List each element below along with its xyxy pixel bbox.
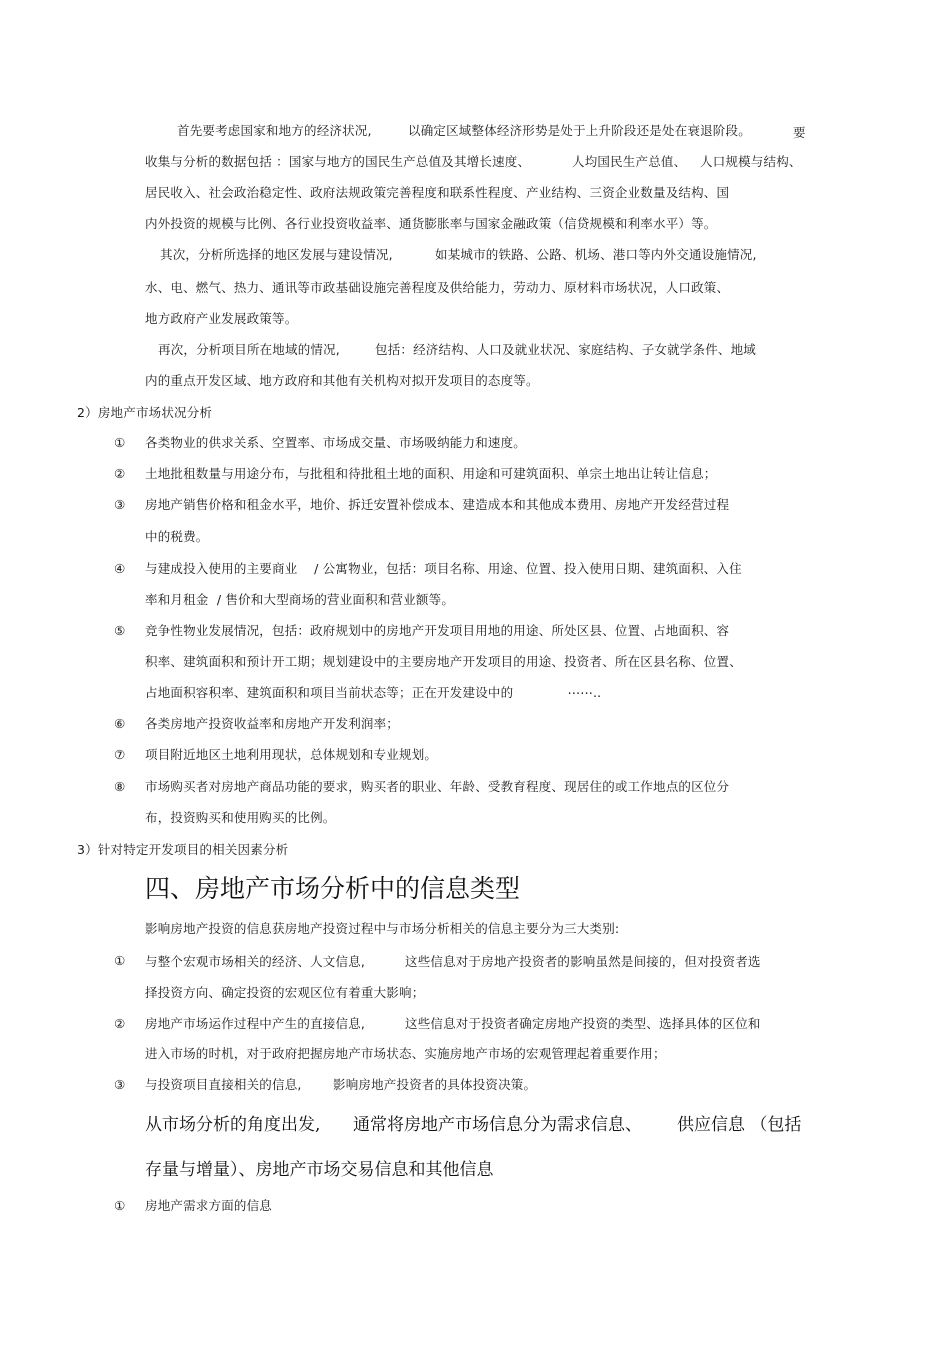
list-item-line: 房地产销售价格和租金水平，地价、拆迁安置补偿成本、建造成本和其他成本费用、房地产开发经营过程 <box>145 497 730 512</box>
list-item-line: 房地产需求方面的信息 <box>145 1198 273 1213</box>
list-item-line: 影响房地产投资者的具体投资决策。 <box>333 1077 537 1092</box>
list-item-line: 择投资方向、确定投资的宏观区位有着重大影响； <box>145 985 425 1000</box>
list-number: ② <box>114 466 126 481</box>
paragraph-line: 人均国民生产总值、 <box>572 154 687 169</box>
paragraph-line: 居民收入、社会政治稳定性、政府法规政策完善程度和联系性程度、产业结构、三资企业数量及结构、国 <box>145 185 730 200</box>
list-item-line: 市场购买者对房地产商品功能的要求，购买者的职业、年龄、受教育程度、现居住的或工作地点的区位分 <box>145 779 730 794</box>
list-number: ② <box>114 1016 126 1031</box>
emphasis-line: 通常将房地产市场信息分为需求信息、 <box>353 1115 642 1135</box>
list-item-line: 这些信息对于投资者确定房地产投资的类型、选择具体的区位和 <box>405 1016 761 1031</box>
list-number: ⑧ <box>114 779 126 794</box>
list-item-line: 房地产市场运作过程中产生的直接信息, <box>145 1016 366 1031</box>
paragraph-line: 内外投资的规模与比例、各行业投资收益率、通货膨胀率与国家金融政策（信贷规模和利率水平）等。 <box>145 216 717 231</box>
paragraph-line: 地方政府产业发展政策等。 <box>145 311 298 326</box>
list-number: ⑥ <box>114 716 126 731</box>
emphasis-line: 存量与增量）、房地产市场交易信息和其他信息 <box>145 1160 494 1180</box>
list-item-line: 这些信息对于房地产投资者的影响虽然是间接的，但对投资者选 <box>405 954 761 969</box>
list-item-line: 各类房地产投资收益率和房地产开发利润率； <box>145 716 400 731</box>
section-heading: 3）针对特定开发项目的相关因素分析 <box>77 842 289 857</box>
list-number: ① <box>114 953 126 968</box>
list-item-line: 布，投资购买和使用购买的比例。 <box>145 810 336 825</box>
paragraph-line: 如某城市的铁路、公路、机场、港口等内外交通设施情况, <box>435 247 757 262</box>
emphasis-line: 从市场分析的角度出发, <box>145 1115 321 1135</box>
list-number: ⑤ <box>114 623 126 638</box>
list-item-line: 土地批租数量与用途分布，与批租和待批租土地的面积、用途和可建筑面积、单宗土地出让转让信息； <box>145 466 717 481</box>
paragraph-line: 其次，分析所选择的地区发展与建设情况, <box>160 247 393 262</box>
paragraph-line: 影响房地产投资的信息获房地产投资过程中与市场分析相关的信息主要分为三大类别: <box>145 921 620 936</box>
list-item-line: 积率、建筑面积和预计开工期；规划建设中的主要房地产开发项目的用途、投资者、所在区县名称、位置、 <box>145 654 742 669</box>
list-item-line: 项目附近地区土地利用现状，总体规划和专业规划。 <box>145 747 438 762</box>
list-item-line: 占地面积容积率、建筑面积和项目当前状态等；正在开发建设中的 ⋯⋯.. <box>145 685 602 700</box>
list-item-line: 与建成投入使用的主要商业 / 公寓物业，包括：项目名称、用途、位置、投入使用日期、建筑面积、入住 <box>145 561 742 576</box>
list-item-line: 率和月租金 / 售价和大型商场的营业面积和营业额等。 <box>145 592 455 607</box>
list-item-line: 与整个宏观市场相关的经济、人文信息, <box>145 954 366 969</box>
list-item-line: 各类物业的供求关系、空置率、市场成交量、市场吸纳能力和速度。 <box>145 435 527 450</box>
paragraph-line: 首先要考虑国家和地方的经济状况, <box>177 123 372 138</box>
emphasis-line: 供应信息 （包括 <box>677 1115 802 1135</box>
list-item-line: 中的税费。 <box>145 529 209 544</box>
paragraph-line: 包括：经济结构、人口及就业状况、家庭结构、子女就学条件、地域 <box>375 342 757 357</box>
list-number: ⑦ <box>114 747 126 762</box>
section-heading: 2）房地产市场状况分析 <box>77 405 213 420</box>
chapter-title: 四、房地产市场分析中的信息类型 <box>145 874 521 903</box>
list-item-line: 竞争性物业发展情况，包括：政府规划中的房地产开发项目用地的用途、所处区县、位置、占地面积、容 <box>145 623 730 638</box>
paragraph-line: 要 <box>793 125 806 140</box>
paragraph-line: 收集与分析的数据包括 ：国家与地方的国民生产总值及其增长速度、 <box>145 154 531 169</box>
paragraph-line: 以确定区域整体经济形势是处于上升阶段还是处在衰退阶段。 <box>408 123 751 138</box>
list-number: ④ <box>114 561 126 576</box>
list-number: ① <box>114 1198 126 1213</box>
paragraph-line: 人口规模与结构、 <box>700 154 802 169</box>
list-number: ③ <box>114 497 126 512</box>
paragraph-line: 水、电、燃气、热力、通讯等市政基础设施完善程度及供给能力，劳动力、原材料市场状况，人口政策、 <box>145 280 730 295</box>
list-item-line: 与投资项目直接相关的信息, <box>145 1077 302 1092</box>
paragraph-line: 再次，分析项目所在地域的情况, <box>158 342 340 357</box>
list-number: ③ <box>114 1077 126 1092</box>
list-number: ① <box>114 435 126 450</box>
list-item-line: 进入市场的时机，对于政府把握房地产市场状态、实施房地产市场的宏观管理起着重要作用； <box>145 1046 666 1061</box>
paragraph-line: 内的重点开发区域、地方政府和其他有关机构对拟开发项目的态度等。 <box>145 373 539 388</box>
